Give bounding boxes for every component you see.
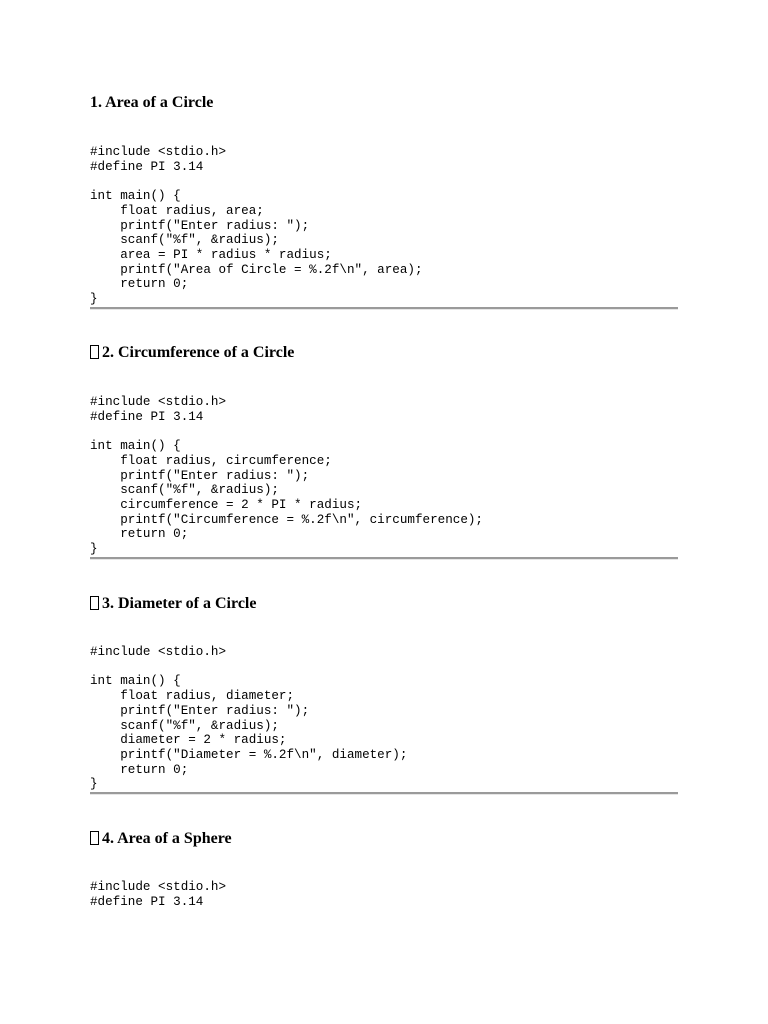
section-title: 4. Area of a Sphere: [102, 830, 232, 847]
missing-glyph-icon: [90, 596, 99, 610]
section-heading: [90, 93, 213, 113]
missing-glyph-icon: [90, 345, 99, 359]
section-heading: [90, 343, 294, 363]
section-heading: [90, 829, 232, 849]
section-divider: [90, 307, 678, 310]
section-title: 3. Diameter of a Circle: [102, 595, 257, 612]
missing-glyph-icon: [90, 831, 99, 845]
section-title: 2. Circumference of a Circle: [102, 344, 295, 361]
code-block: #include <stdio.h> #define PI 3.14: [90, 880, 227, 909]
section-divider: [90, 792, 678, 795]
section-divider: [90, 557, 678, 560]
section-heading: [90, 594, 256, 614]
code-block: #include <stdio.h> #define PI 3.14 int main() { float radius, circumference; printf("Enter radius: "); scanf("%f", &radius); circumference = 2 * PI * radius; printf("Circumference = %.2f\n", circumference); return 0; }: [90, 395, 483, 557]
code-block: #include <stdio.h> #define PI 3.14 int main() { float radius, area; printf("Enter radius: "); scanf("%f", &radius); area = PI * radius * radius; printf("Area of Circle = %.2f\n", area); return 0; }: [90, 145, 423, 307]
section-title: 1. Area of a Circle: [90, 94, 214, 111]
code-block: #include <stdio.h> int main() { float radius, diameter; printf("Enter radius: "); scanf("%f", &radius); diameter = 2 * radius; printf("Diameter = %.2f\n", diameter); return 0; }: [90, 645, 408, 792]
